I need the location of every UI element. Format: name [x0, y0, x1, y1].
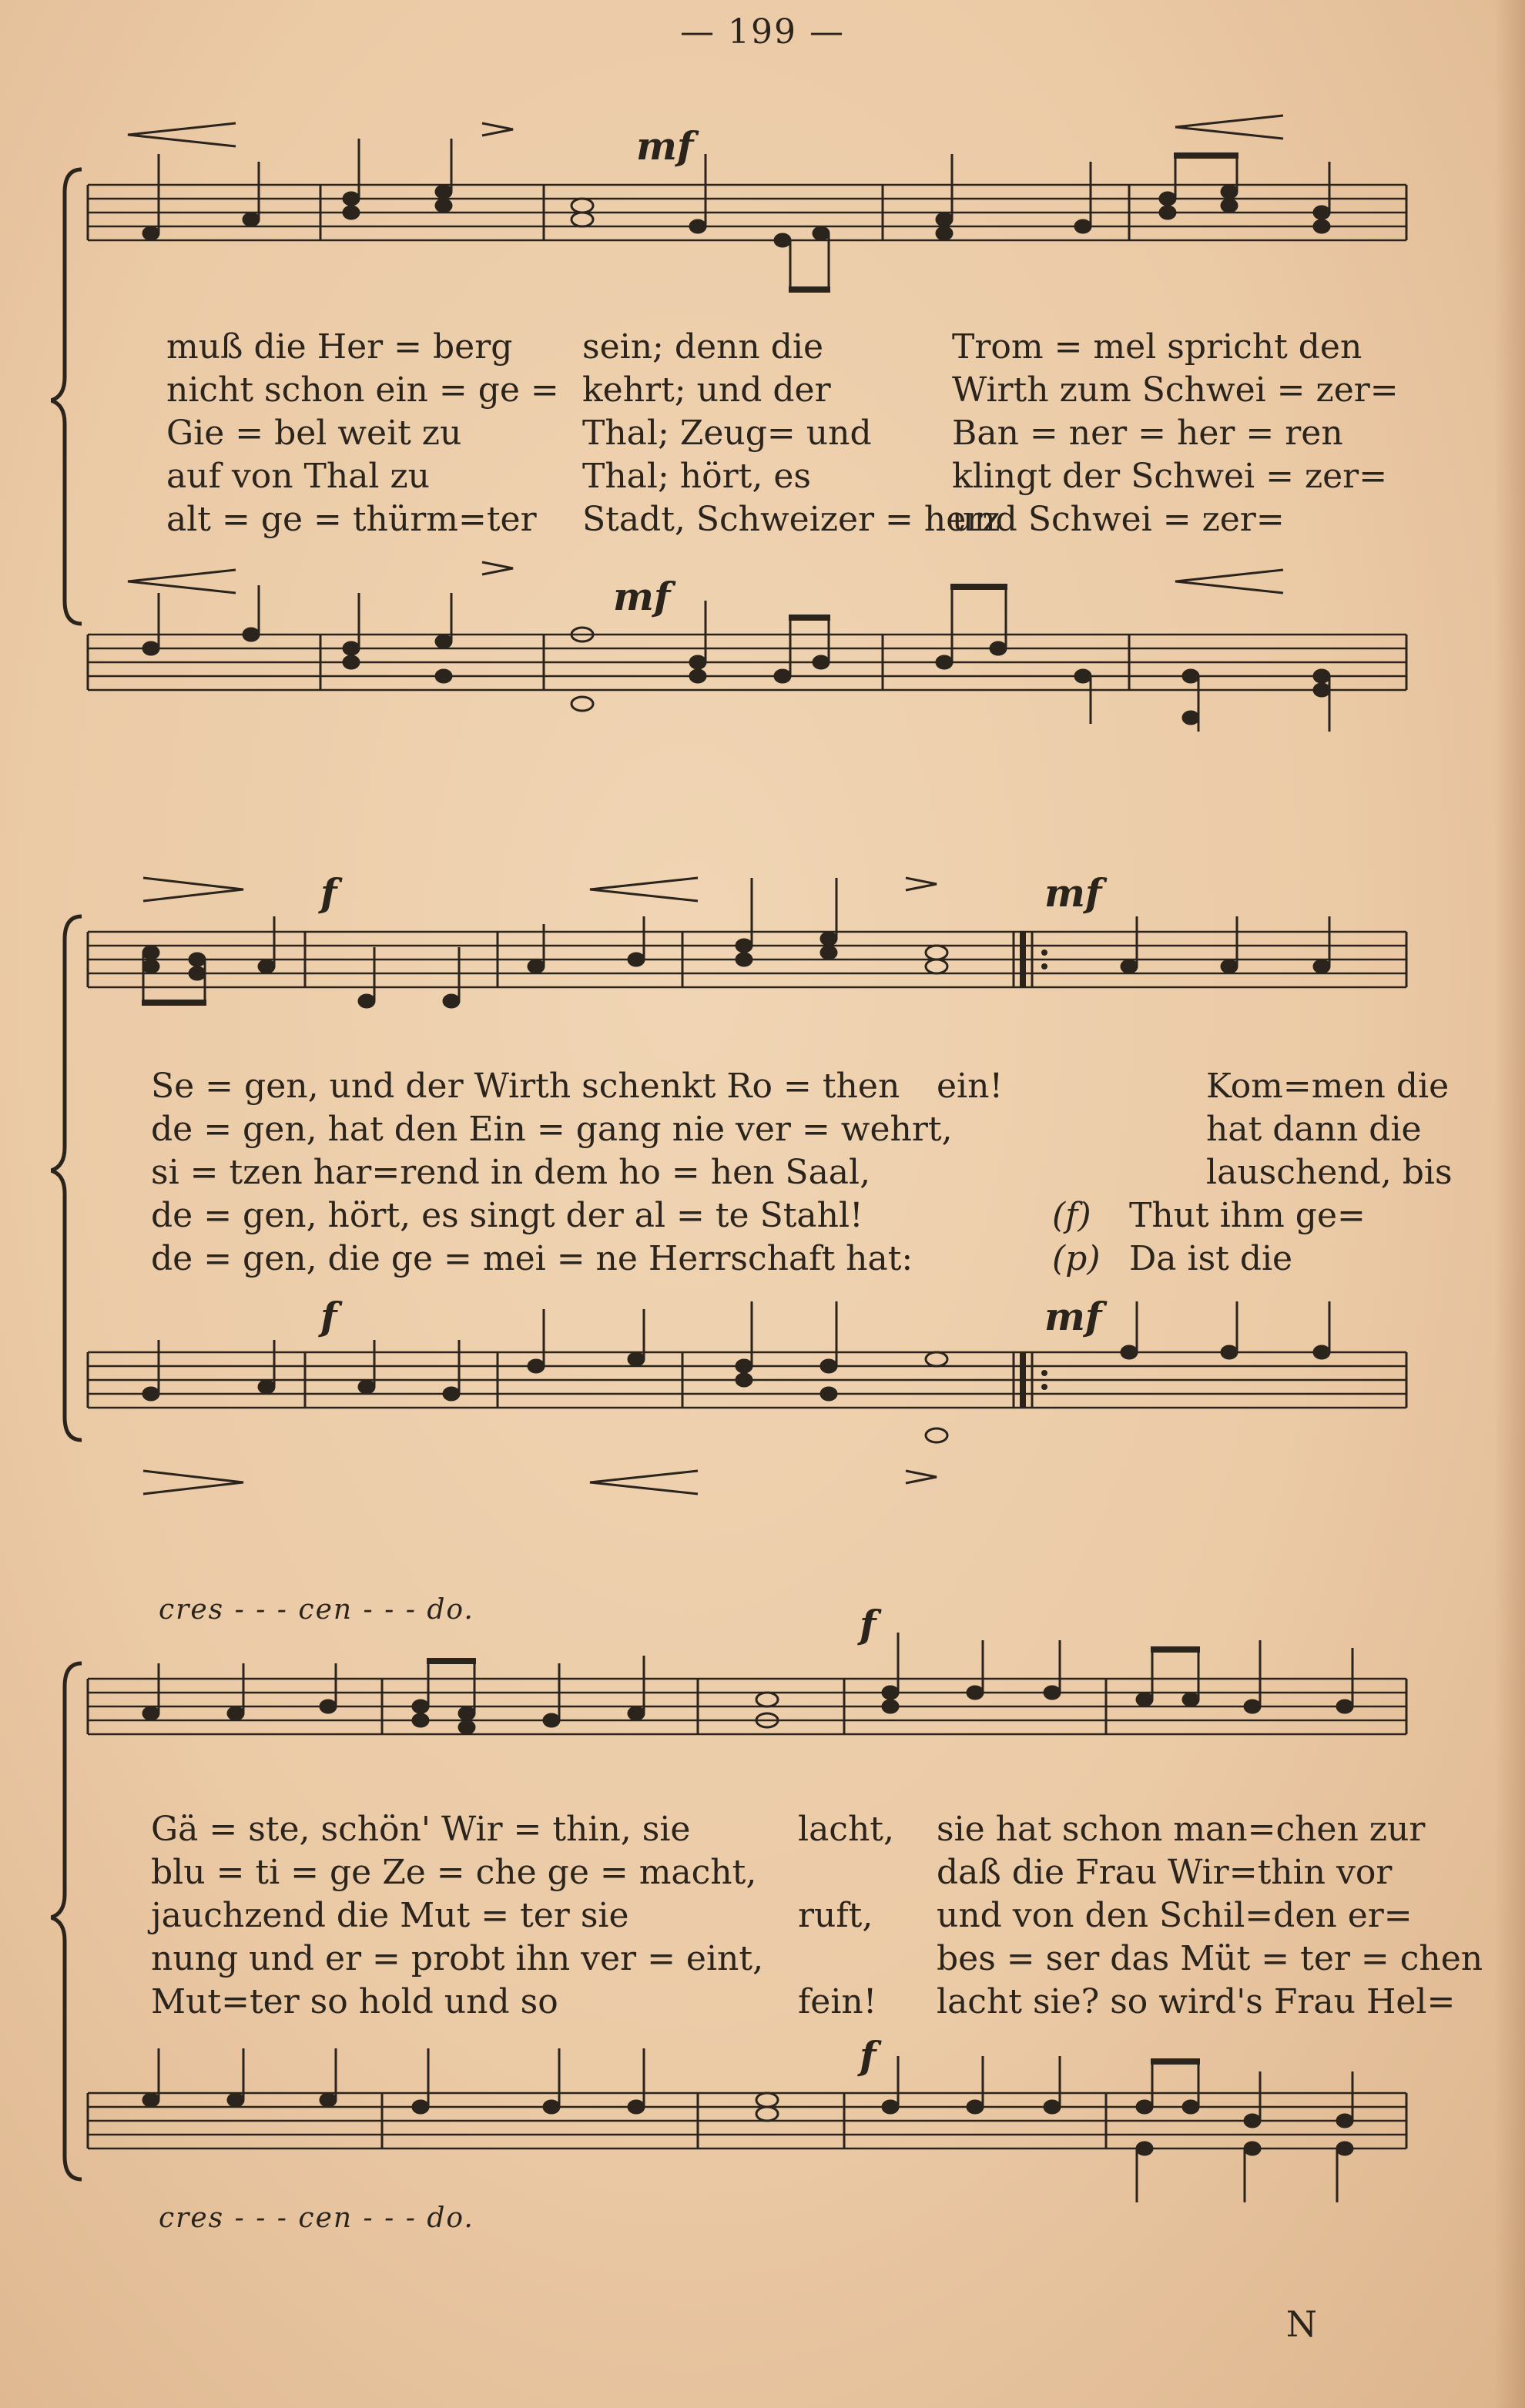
lyric-segment: de = gen, hat den Ein = gang nie ver = wehrt, [151, 1110, 953, 1149]
lyric-segment: (f) [1052, 1196, 1091, 1235]
lyric-segment: sein; denn die [582, 327, 823, 367]
lyric-segment: alt = ge = thürm=ter [166, 500, 537, 539]
lyric-segment: lauschend, bis [1206, 1153, 1453, 1192]
lyric-segment: de = gen, hört, es singt der al = te Stahl! [151, 1196, 863, 1235]
lyric-segment: und Schwei = zer= [952, 500, 1285, 539]
lyric-segment: Se = gen, und der Wirth schenkt Ro = then [151, 1067, 900, 1106]
lyric-segment: jauchzend die Mut = ter sie [151, 1896, 629, 1935]
lyric-segment: ruft, [798, 1896, 873, 1935]
lyric-segment: lacht sie? so wird's Frau Hel= [937, 1982, 1456, 2021]
lyric-segment: Kom=men die [1206, 1067, 1450, 1106]
lyric-line [151, 1196, 1468, 1239]
lyric-segment: ein! [937, 1067, 1004, 1106]
lyric-line [166, 327, 1468, 370]
lyric-segment: und von den Schil=den er= [937, 1896, 1413, 1935]
lyric-line [151, 1110, 1468, 1153]
lyric-line [151, 1939, 1483, 1982]
lyric-segment: Trom = mel spricht den [952, 327, 1362, 367]
lyric-line [151, 1853, 1468, 1896]
lyric-segment: Gie = bel weit zu [166, 414, 462, 453]
lyric-segment: (p) [1052, 1239, 1101, 1278]
lyrics-block-2 [151, 1067, 1468, 1282]
dynamic-mark: f [320, 1294, 337, 1339]
lyric-line [151, 1982, 1468, 2025]
lyric-segment: muß die Her = berg [166, 327, 513, 367]
lyric-segment: bes = ser das Müt = ter = chen [937, 1939, 1483, 1978]
page-number: — 199 — [680, 12, 845, 52]
lyric-line [166, 500, 1468, 543]
lyric-line [151, 1896, 1468, 1939]
lyric-segment: sie hat schon man=chen zur [937, 1810, 1426, 1849]
lyric-line [151, 1810, 1468, 1853]
lyric-segment: Stadt, Schweizer = herz [582, 500, 1000, 539]
lyric-segment: lacht, [798, 1810, 894, 1849]
lyrics-block-3 [151, 1810, 1483, 2025]
dynamic-mark: mf [613, 574, 671, 619]
lyric-segment: Ban = ner = her = ren [952, 414, 1343, 453]
lyric-segment: kehrt; und der [582, 370, 831, 410]
lyric-line [151, 1153, 1468, 1196]
lyric-segment: Thut ihm ge= [1129, 1196, 1366, 1235]
lyric-segment: auf von Thal zu [166, 457, 431, 496]
lyric-line [166, 414, 1468, 457]
dynamic-mark: mf [636, 123, 694, 169]
signature-mark: N [1285, 2303, 1317, 2345]
lyric-segment: Thal; Zeug= und [582, 414, 872, 453]
music-system-3 [51, 1586, 1499, 2264]
dynamic-mark: mf [1044, 1294, 1102, 1339]
lyric-segment: blu = ti = ge Ze = che ge = macht, [151, 1853, 757, 1892]
lyric-segment: nung und er = probt ihn ver = eint, [151, 1939, 764, 1978]
lyric-segment: fein! [798, 1982, 877, 2021]
crescendo-text: cres - - - cen - - - do. [159, 2202, 474, 2234]
dynamic-mark: f [860, 1602, 876, 1647]
music-system-2 [51, 832, 1499, 1509]
lyric-segment: de = gen, die ge = mei = ne Herrschaft hat: [151, 1239, 913, 1278]
lyric-segment: nicht schon ein = ge = [166, 370, 559, 410]
lyric-segment: Mut=ter so hold und so [151, 1982, 558, 2021]
lyric-segment: Wirth zum Schwei = zer= [952, 370, 1399, 410]
dynamic-mark: f [320, 870, 337, 916]
lyric-line [151, 1067, 1468, 1110]
lyric-segment: daß die Frau Wir=thin vor [937, 1853, 1393, 1892]
dynamic-mark: f [860, 2033, 876, 2078]
lyric-segment: si = tzen har=rend in dem ho = hen Saal, [151, 1153, 871, 1192]
lyric-line [166, 370, 1468, 414]
dynamic-mark: mf [1044, 870, 1102, 916]
lyric-segment: klingt der Schwei = zer= [952, 457, 1388, 496]
lyric-segment: Gä = ste, schön' Wir = thin, sie [151, 1810, 691, 1849]
page-edge-shadow [1494, 0, 1525, 2408]
lyric-line [166, 457, 1468, 500]
music-system-1 [51, 108, 1499, 739]
lyric-segment: Da ist die [1129, 1239, 1293, 1278]
lyric-segment: hat dann die [1206, 1110, 1422, 1149]
lyrics-block-1 [166, 327, 1468, 543]
lyric-line [151, 1239, 1468, 1282]
lyric-segment: Thal; hört, es [582, 457, 811, 496]
crescendo-text: cres - - - cen - - - do. [159, 1594, 474, 1626]
